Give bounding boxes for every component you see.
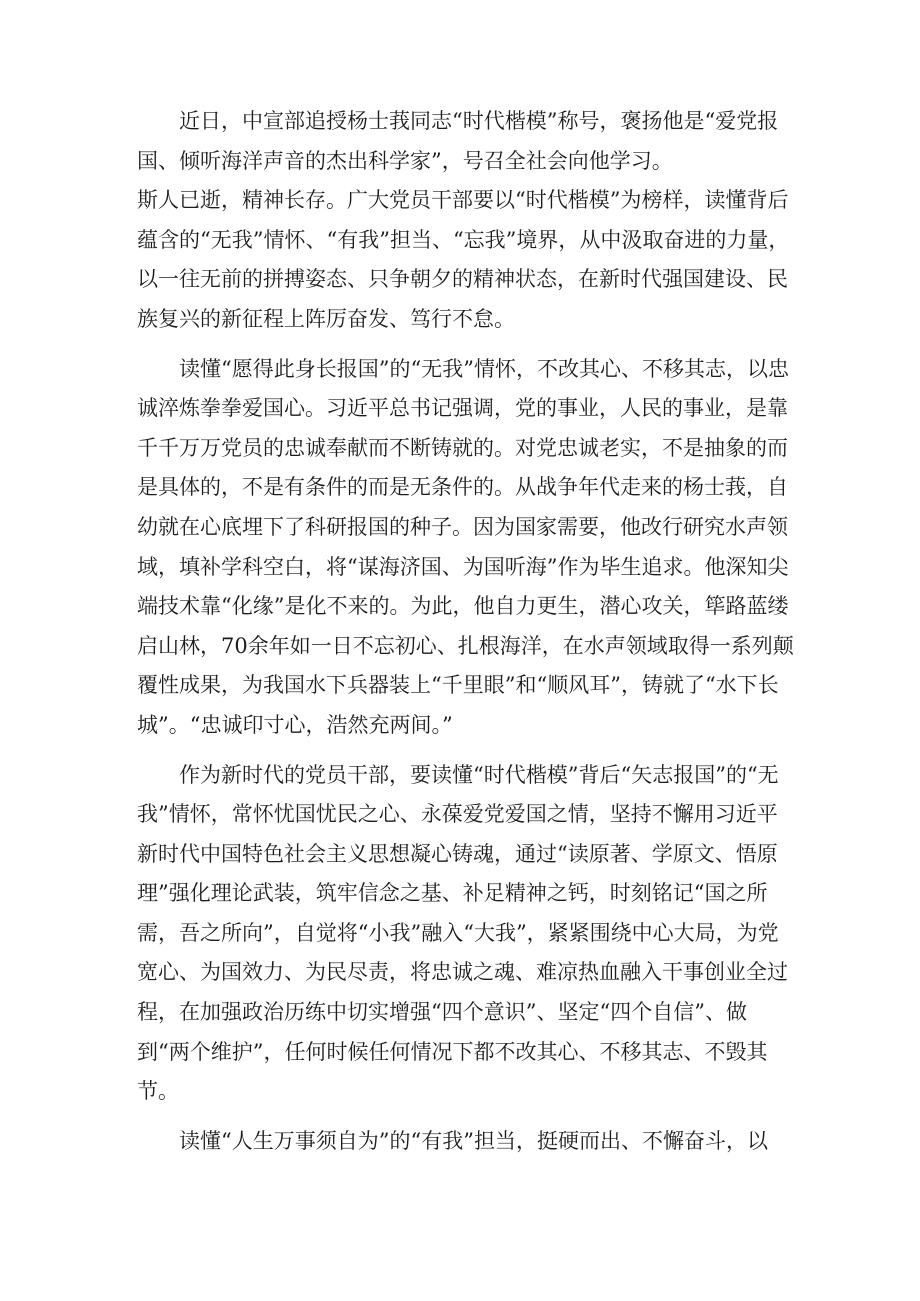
paragraph-spirit: 斯人已逝，精神长存。广大党员干部要以“时代楷模”为榜样，读懂背后蕴含的“无我”情怀、“有我”担当、“忘我”境界，从中汲取奋进的力量，以一往无前的拼搏姿态、只争朝夕的精神状态，在新时代强国建设、民族复兴的新征程上阵厉奋发、笃行不怠。	[137, 188, 790, 331]
paragraph-responsibility: 读懂“人生万事须自为”的“有我”担当，挺硬而出、不懈奋斗，以	[179, 1128, 768, 1153]
article-body	[137, 102, 797, 1171]
paragraph-selfless: 读懂“愿得此身长报国”的“无我”情怀，不改其心、不移其志，以忠诚淬炼拳拳爱国心。习近平总书记强调，党的事业，人民的事业，是靠千千万万党员的忠诚奉献而不断铸就的。对党忠诚老实，不是抽象的而是具体的，不是有条件的而是无条件的。从战争年代走来的杨士莪，自幼就在心底埋下了科研报国的种子。因为国家需要，他改行研究水声领域，填补学科空白，将“谋海济国、为国听海”作为毕生追求。他深知尖端技术靠“化缘”是化不来的。为此，他自力更生，潜心攻关，筚路蓝缕启山林，70余年如一日不忘初心、扎根海洋，在水声领域取得一系列颠覆性成果，为我国水下兵器装上“千里眼”和“顺风耳”，铸就了“水下长城”。“忠诚印寸心，浩然充两间。”	[137, 356, 794, 737]
paragraph-party-members: 作为新时代的党员干部，要读懂“时代楷模”背后“矢志报国”的“无我”情怀，常怀忧国忧民之心、永葆爱党爱国之情，坚持不懈用习近平新时代中国特色社会主义思想凝心铸魂，通过“读原著、学原文、悟原理”强化理论武装，筑牢信念之基、补足精神之钙，时刻铭记“国之所需，吾之所向”，自觉将“小我”融入“大我”，紧紧围绕中心大局，为党宽心、为国效力、为民尽责，将忠诚之魂、难凉热血融入干事创业全过程，在加强政治历练中切实增强“四个意识”、坚定“四个自信”、做到“两个维护”，任何时候任何情况下都不改其心、不移其志、不毁其节。	[137, 762, 788, 1104]
paragraph-intro: 近日，中宣部追授杨士莪同志“时代楷模”称号，褒扬他是“爱党报国、倾听海洋声音的杰出科学家”，号召全社会向他学习。	[137, 109, 779, 173]
